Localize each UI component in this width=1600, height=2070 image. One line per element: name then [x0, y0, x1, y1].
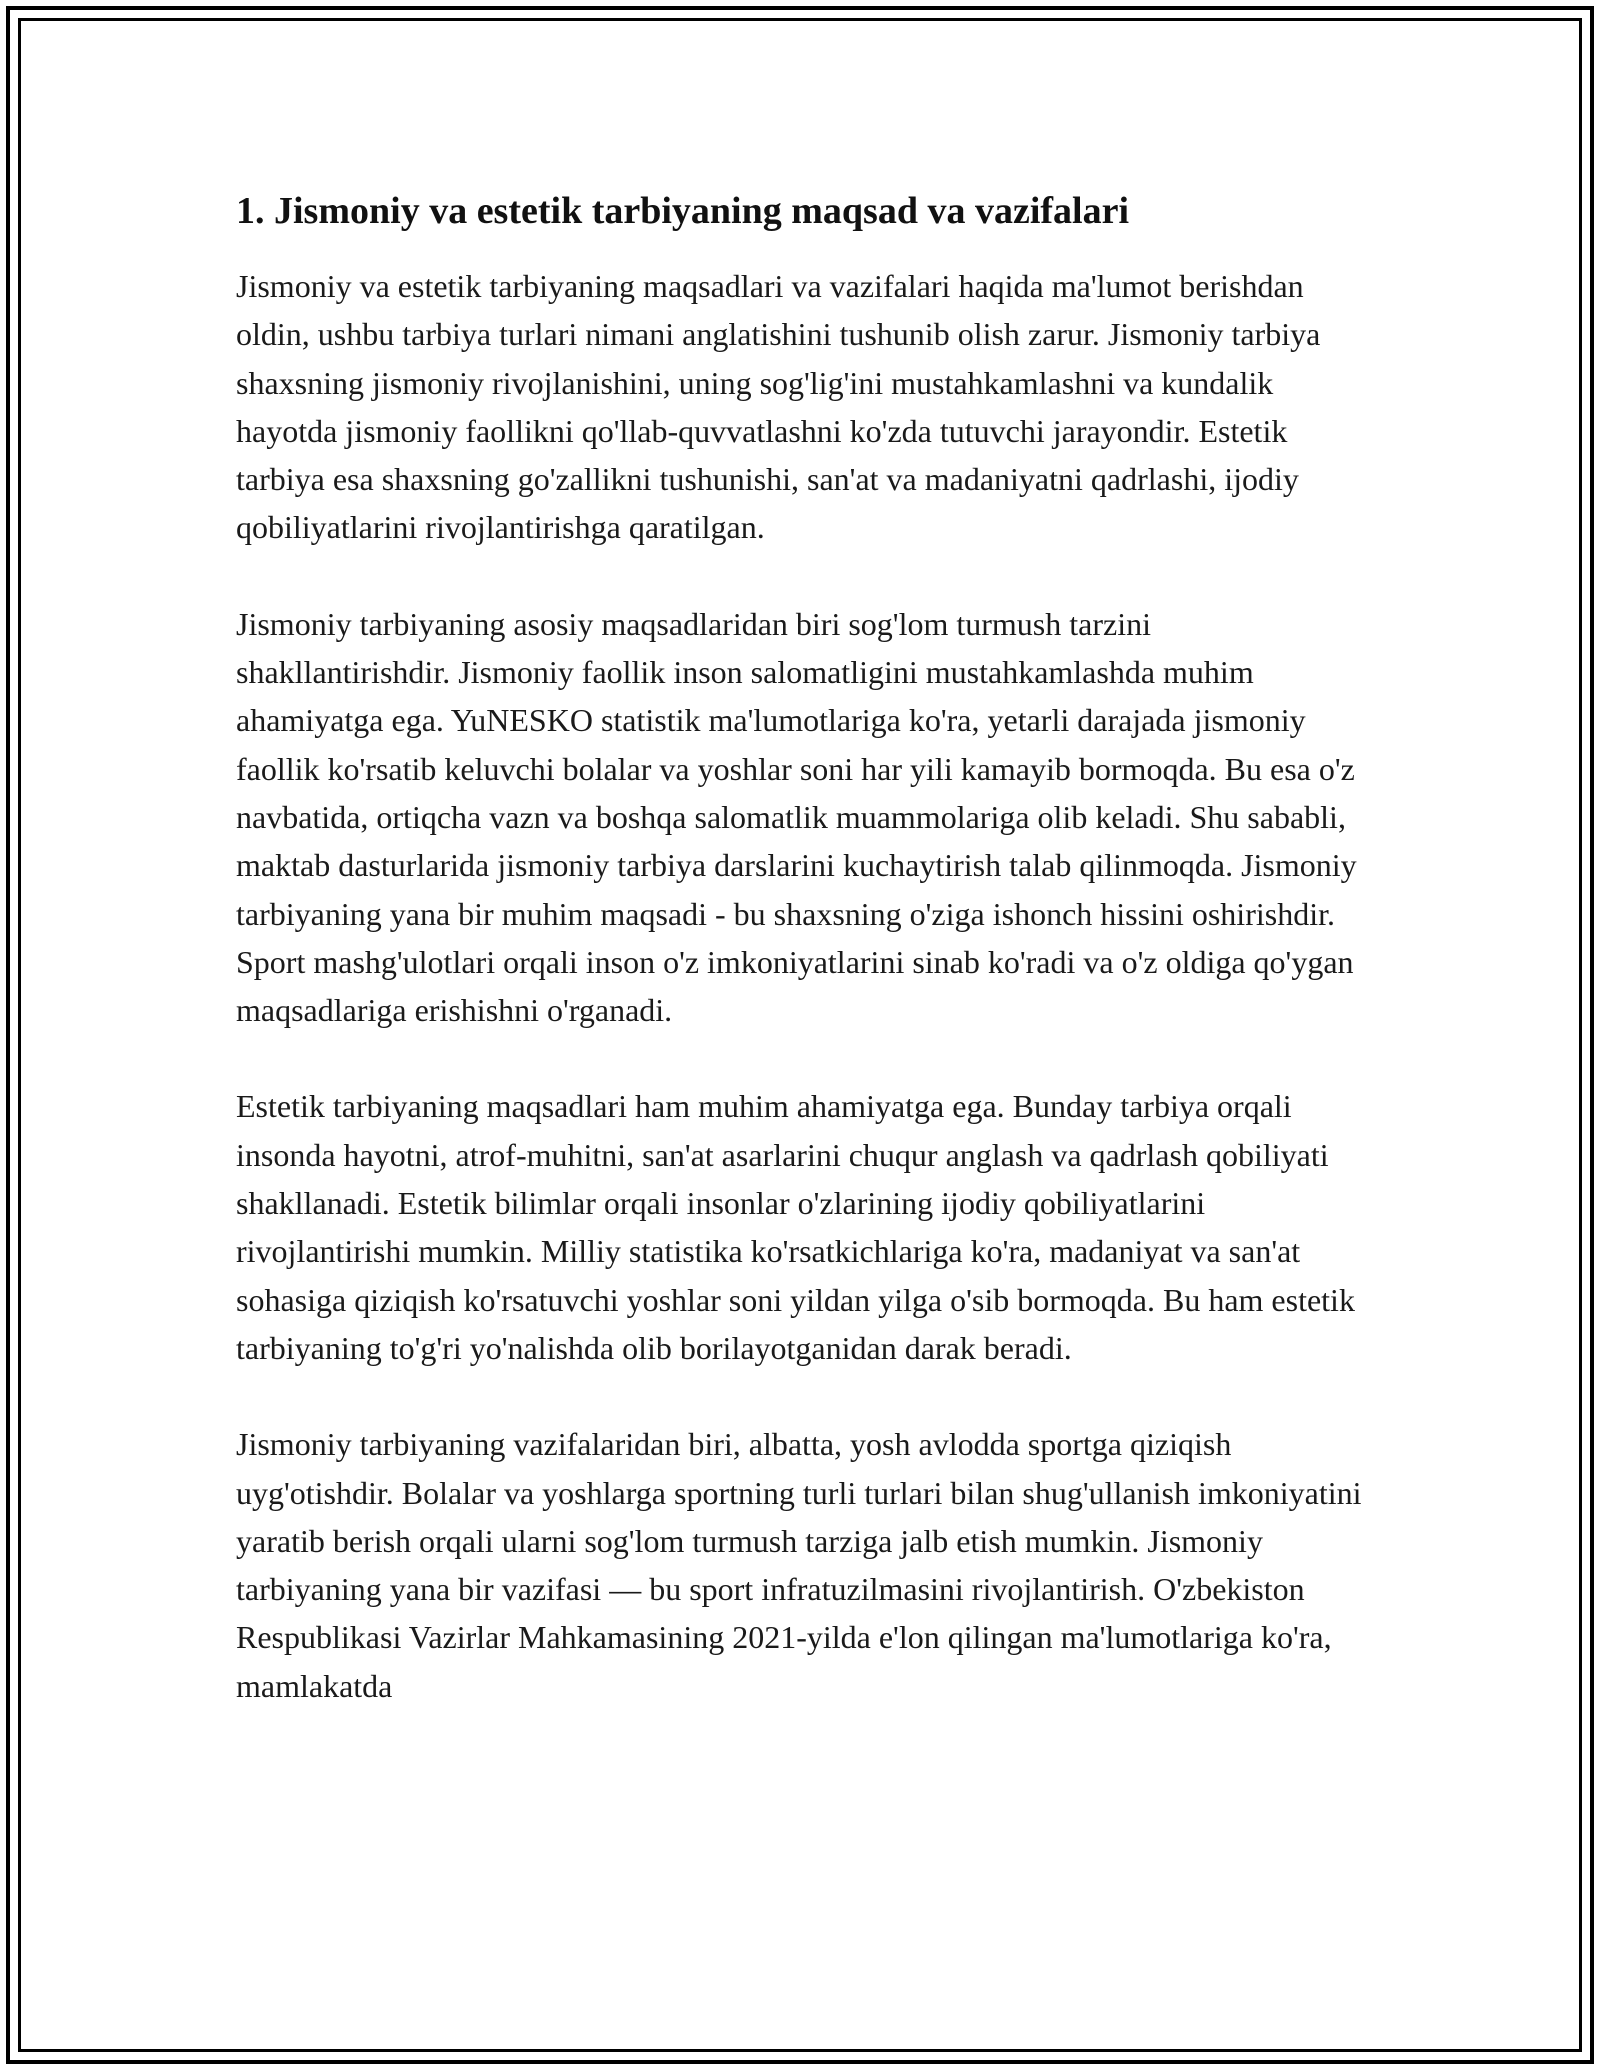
section-heading: 1. Jismoniy va estetik tarbiyaning maqsad va vazifalari	[236, 190, 1130, 232]
paragraph-2: Jismoniy tarbiyaning asosiy maqsadlaridan biri sog'lom turmush tarzini shakllantirishdir. Jismoniy faollik inson salomatligini mustahkamlashda muhim ahamiyatga ega. YuNESKO statistik ma'lumotlariga ko'ra, yetarli darajada jismoniy faollik ko'rsatib keluvchi bolalar va yoshlar soni har yili kamayib bormoqda. Bu esa o'z navbatida, ortiqcha vazn va boshqa salomatlik muammolariga olib keladi. Shu sababli, maktab dasturlarida jismoniy tarbiya darslarini kuchaytirish talab qilinmoqda. Jismoniy tarbiyaning yana bir muhim maqsadi - bu shaxsning o'ziga ishonch hissini oshirishdir. Sport mashg'ulotlari orqali inson o'z imkoniyatlarini sinab ko'radi va o'z oldiga qo'ygan maqsadlariga erishishni o'rganadi.	[236, 605, 1357, 1029]
paragraph-3: Estetik tarbiyaning maqsadlari ham muhim ahamiyatga ega. Bunday tarbiya orqali insonda hayotni, atrof-muhitni, san'at asarlarini chuqur anglash va qadrlash qobiliyati shakllanadi. Estetik bilimlar orqali insonlar o'zlarining ijodiy qobiliyatlarini rivojlantirishi mumkin. Milliy statistika ko'rsatkichlariga ko'ra, madaniyat va san'at sohasiga qiziqish ko'rsatuvchi yoshlar soni yildan yilga o'sib bormoqda. Bu ham estetik tarbiyaning to'g'ri yo'nalishda olib borilayotganidan darak beradi.	[236, 1088, 1355, 1366]
paragraph-4: Jismoniy tarbiyaning vazifalaridan biri, albatta, yosh avlodda sportga qiziqish uyg'otishdir. Bolalar va yoshlarga sportning turli turlari bilan shug'ullanish imkoniyatini yaratib berish orqali ularni sog'lom turmush tarziga jalb etish mumkin. Jismoniy tarbiyaning yana bir vazifasi — bu sport infratuzilmasini rivojlantirish. O'zbekiston Respublikasi Vazirlar Mahkamasining 2021-yilda e'lon qilingan ma'lumotlariga ko'ra, mamlakatda	[236, 1426, 1362, 1704]
paragraph-1: Jismoniy va estetik tarbiyaning maqsadlari va vazifalari haqida ma'lumot berishdan oldin, ushbu tarbiya turlari nimani anglatishini tushunib olish zarur. Jismoniy tarbiya shaxsning jismoniy rivojlanishini, uning sog'lig'ini mustahkamlashni va kundalik hayotda jismoniy faollikni qo'llab-quvvatlashni ko'zda tutuvchi jarayondir. Estetik tarbiya esa shaxsning go'zallikni tushunishi, san'at va madaniyatni qadrlashi, ijodiy qobiliyatlarini rivojlantirishga qaratilgan.	[236, 268, 1321, 546]
document-body	[236, 186, 1372, 1758]
